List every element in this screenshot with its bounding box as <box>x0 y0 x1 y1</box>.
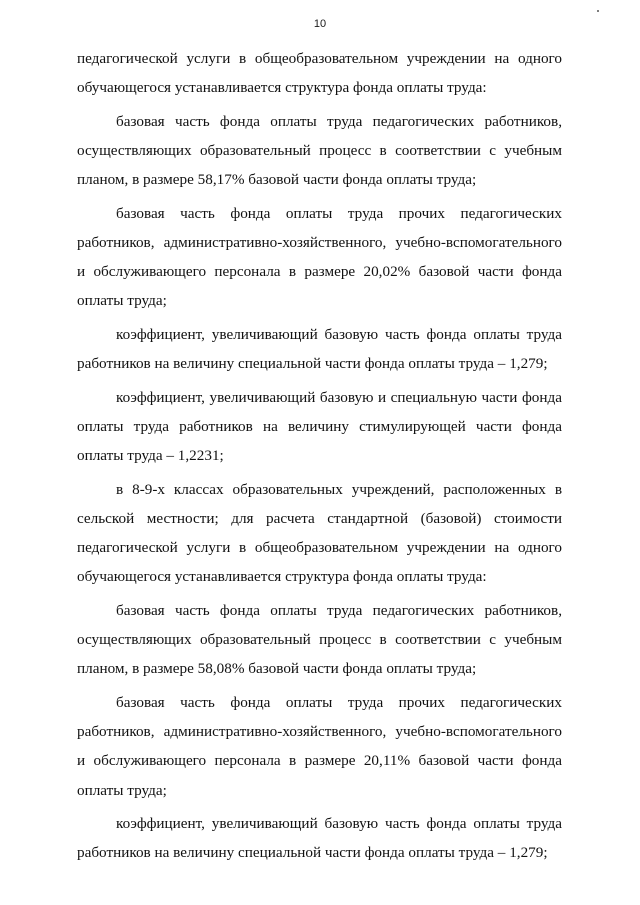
paragraph-teacher-share-2: базовая часть фонда оплаты труда педагогических работников, осуществляющих образовательный процесс в соответствии с учебным планом, в размере 58,08% базовой части фонда оплаты труда; <box>77 602 562 678</box>
paragraph-staff-share-2: базовая часть фонда оплаты труда прочих педагогических работников, административно-хозяйственного, учебно-вспомогательного и обслуживающего персонала в размере 20,11% базовой части фонда оплаты труда; <box>77 694 562 799</box>
paragraph-staff-share-1: базовая часть фонда оплаты труда прочих педагогических работников, административно-хозяйственного, учебно-вспомогательного и обслуживающего персонала в размере 20,02% базовой части фонда оплаты труда; <box>77 204 562 310</box>
paragraph-special-coefficient-2: коэффициент, увеличивающий базовую часть фонда оплаты труда работников на величину специальной части фонда оплаты труда – 1,279; <box>77 815 562 862</box>
paragraph-special-coefficient-1: коэффициент, увеличивающий базовую часть фонда оплаты труда работников на величину специальной части фонда оплаты труда – 1,279; <box>77 326 562 373</box>
paragraph-incentive-coefficient-1: коэффициент, увеличивающий базовую и специальную части фонда оплаты труда работников на величину стимулирующей части фонда оплаты труда – 1,2231; <box>77 388 562 465</box>
scan-speck <box>597 10 599 12</box>
document-body <box>77 44 562 872</box>
paragraph-teacher-share-1: базовая часть фонда оплаты труда педагогических работников, осуществляющих образовательный процесс в соответствии с учебным планом, в размере 58,17% базовой части фонда оплаты труда; <box>77 112 562 189</box>
paragraph-continuation: педагогической услуги в общеобразовательном учреждении на одного обучающегося устанавливается структура фонда оплаты труда: <box>77 50 562 97</box>
paragraph-rural-classes-intro: в 8-9-х классах образовательных учреждений, расположенных в сельской местности; для расчета стандартной (базовой) стоимости педагогической услуги в общеобразовательном учреждении на одного обучающегося устанавливается структура фонда оплаты труда: <box>77 480 562 586</box>
page-number: 10 <box>313 18 327 30</box>
